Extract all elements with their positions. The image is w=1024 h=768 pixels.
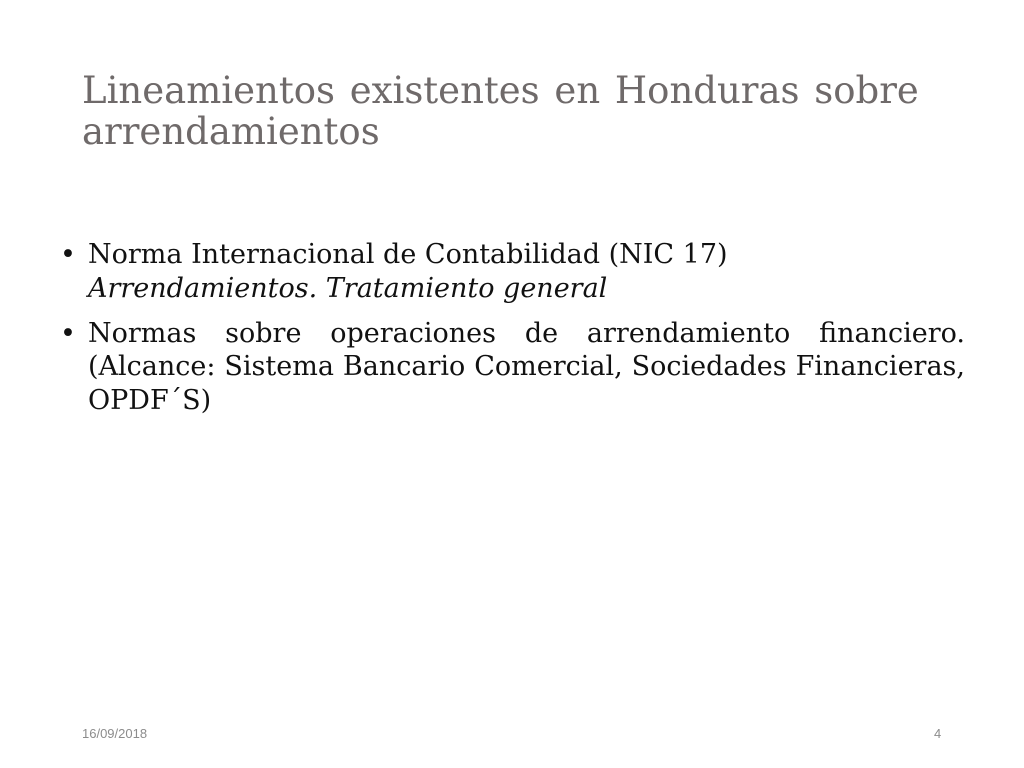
bullet-item-nic-17 xyxy=(60,238,965,306)
bullet-marker: • xyxy=(60,317,76,349)
bullet-text: Norma Internacional de Contabilidad (NIC 17) xyxy=(88,239,728,270)
slide-title: Lineamientos existentes en Honduras sobre arrendamientos xyxy=(82,69,919,154)
bullet-italic-text: Arrendamientos. Tratamiento general xyxy=(88,272,608,304)
footer-date: 16/09/2018 xyxy=(82,726,148,741)
bullet-item-arrendamiento-financiero xyxy=(60,317,965,418)
bullet-list xyxy=(60,238,965,429)
bullet-marker: • xyxy=(60,239,76,270)
footer-page-number: 4 xyxy=(934,726,942,741)
bullet-text: Normas sobre operaciones de arrendamiento financiero. (Alcance: Sistema Bancario Comercial, Sociedades Financieras, OPDF´S) xyxy=(88,317,965,416)
